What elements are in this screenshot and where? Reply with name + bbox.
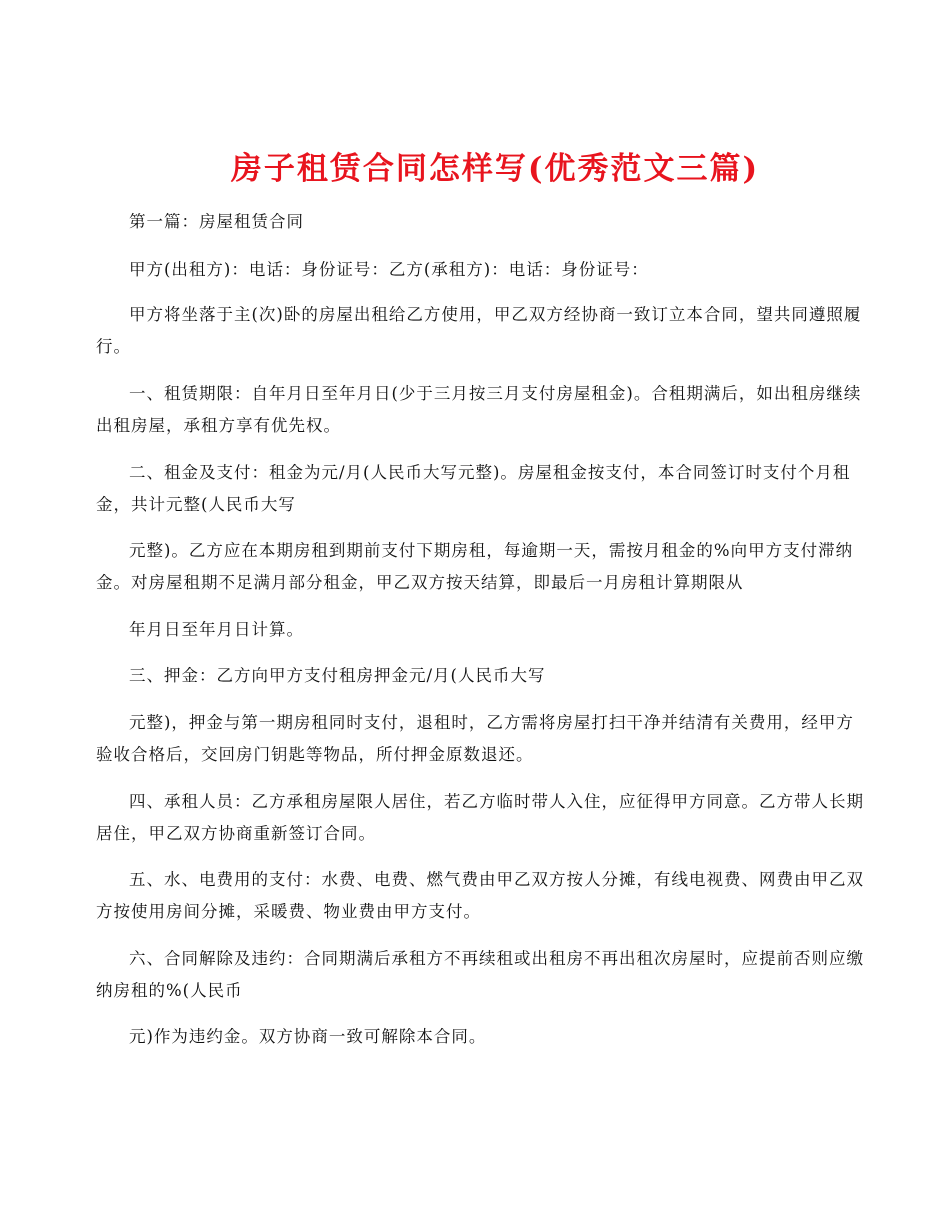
paragraph: 五、水、电费用的支付：水费、电费、燃气费由甲乙双方按人分摊，有线电视费、网费由甲乙双方按使用房间分摊，采暖费、物业费由甲方支付。 [96,870,864,921]
paragraph: 六、合同解除及违约：合同期满后承租方不再续租或出租房不再出租次房屋时，应提前否则应缴纳房租的%(人民币 [96,949,864,1000]
paragraph: 元整)，押金与第一期房租同时支付，退租时，乙方需将房屋打扫干净并结清有关费用，经甲方验收合格后，交回房门钥匙等物品，所付押金原数退还。 [96,713,854,764]
paragraph: 元整)。乙方应在本期房租到期前支付下期房租，每逾期一天，需按月租金的%向甲方支付滞纳金。对房屋租期不足满月部分租金，甲乙双方按天结算，即最后一月房租计算期限从 [96,541,854,592]
paragraph: 第一篇：房屋租赁合同 [129,212,304,231]
paragraph: 二、租金及支付：租金为元/月(人民币大写元整)。房屋租金按支付，本合同签订时支付个月租金，共计元整(人民币大写 [96,463,851,514]
paragraph: 甲方将坐落于主(次)卧的房屋出租给乙方使用，甲乙双方经协商一致订立本合同，望共同遵照履行。 [96,305,862,356]
paragraph: 年月日至年月日计算。 [129,620,304,639]
paragraph: 甲方(出租方)：电话：身份证号：乙方(承租方)：电话：身份证号： [129,260,649,279]
paragraph: 三、押金：乙方向甲方支付租房押金元/月(人民币大写 [129,666,546,685]
paragraph: 一、租赁期限：自年月日至年月日(少于三月按三月支付房屋租金)。合租期满后，如出租房继续出租房屋，承租方享有优先权。 [96,384,862,435]
document-title: 房子租赁合同怎样写(优秀范文三篇) [230,150,760,187]
paragraph: 元)作为违约金。双方协商一致可解除本合同。 [129,1027,487,1046]
paragraph: 四、承租人员：乙方承租房屋限人居住，若乙方临时带人入住，应征得甲方同意。乙方带人长期居住，甲乙双方协商重新签订合同。 [96,792,864,843]
